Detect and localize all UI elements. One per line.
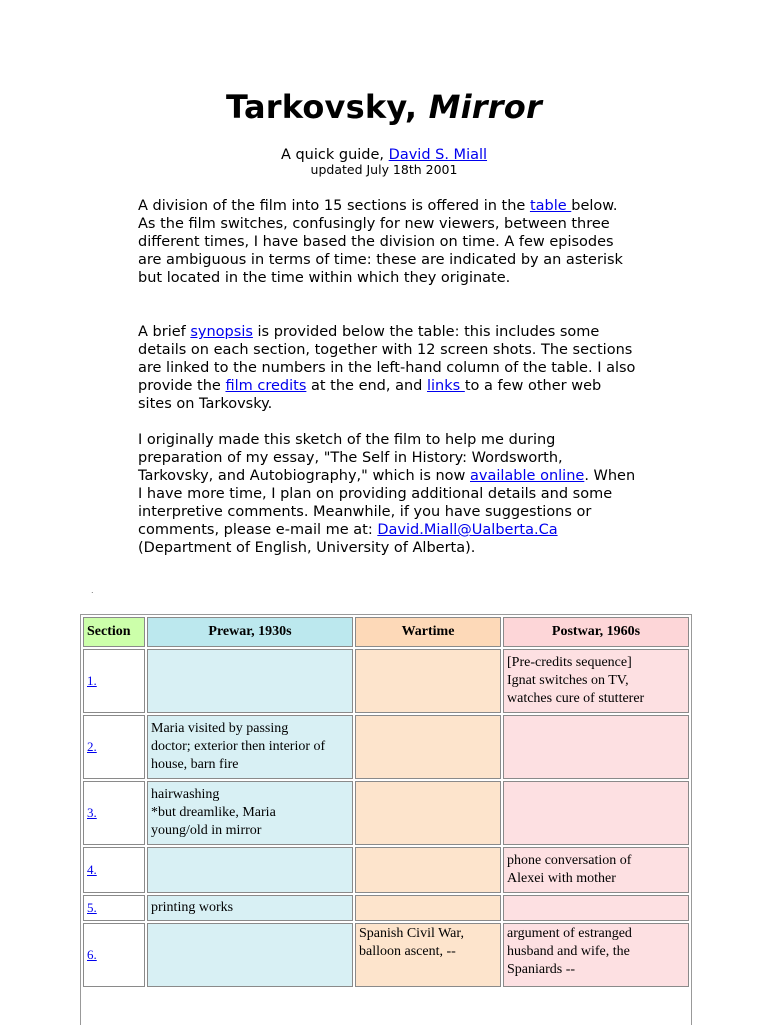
available-online-link[interactable]: available online xyxy=(470,468,585,484)
section-link[interactable]: 2. xyxy=(87,738,97,754)
postwar-cell-line: [Pre-credits sequence] xyxy=(507,655,632,670)
table-row xyxy=(83,923,689,987)
prewar-cell xyxy=(147,781,353,845)
prewar-cell xyxy=(147,895,353,921)
prewar-cell xyxy=(147,649,353,713)
postwar-cell xyxy=(503,649,689,713)
sections-table-container xyxy=(80,614,692,1025)
updated-date: updated July 18th 2001 xyxy=(310,162,458,177)
section-cell xyxy=(83,781,145,845)
wartime-cell-line: Spanish Civil War, xyxy=(359,926,464,941)
byline-prefix: A quick guide, xyxy=(280,147,389,163)
prewar-cell xyxy=(147,715,353,779)
table-row xyxy=(83,895,689,921)
section-link[interactable]: 1. xyxy=(87,672,97,688)
wartime-cell xyxy=(355,781,501,845)
header-postwar: Postwar, 1960s xyxy=(503,617,689,647)
para1-text-1: A division of the film into 15 sections is offered in the xyxy=(138,198,530,214)
prewar-cell-line: printing works xyxy=(151,900,234,915)
stray-dot: . xyxy=(91,586,94,595)
prewar-cell-line: young/old in mirror xyxy=(151,823,262,838)
para2-text-4: to a few other web sites on Tarkovsky. xyxy=(138,378,602,412)
section-cell xyxy=(83,847,145,893)
wartime-cell xyxy=(355,649,501,713)
table-row xyxy=(83,715,689,779)
intro-paragraph xyxy=(138,197,638,287)
wartime-cell xyxy=(355,895,501,921)
sections-table xyxy=(81,615,691,989)
postwar-cell-line: argument of estranged xyxy=(507,926,632,941)
postwar-cell xyxy=(503,847,689,893)
wartime-cell-line: balloon ascent, -- xyxy=(359,944,456,959)
prewar-cell-line: hairwashing xyxy=(151,787,220,802)
header-wartime: Wartime xyxy=(355,617,501,647)
postwar-cell-line: Ignat switches on TV, xyxy=(507,673,629,688)
prewar-cell-line: house, barn fire xyxy=(151,757,239,772)
section-link[interactable]: 5. xyxy=(87,899,97,915)
prewar-cell-line: *but dreamlike, Maria xyxy=(151,805,276,820)
email-link[interactable]: David.Miall@Ualberta.Ca xyxy=(377,522,558,538)
wartime-cell xyxy=(355,715,501,779)
prewar-cell xyxy=(147,847,353,893)
wartime-cell xyxy=(355,847,501,893)
author-link[interactable]: David S. Miall xyxy=(388,147,488,163)
table-row xyxy=(83,781,689,845)
table-row xyxy=(83,649,689,713)
para1-text-2: below. As the film switches, confusingly for new viewers, between three different times, I have based the division on time. A few episodes are ambiguous in terms of time: these are indicated by an asterisk but located in the time within which they originate. xyxy=(138,198,623,286)
section-cell xyxy=(83,923,145,987)
para3-text-2: . When I have more time, I plan on providing additional details and some interpretive comments. Meanwhile, if you have suggestions or comments, please e-mail me at: xyxy=(138,468,636,538)
para3-text-1: I originally made this sketch of the film to help me during preparation of my essay, "The Self in History: Wordsworth, Tarkovsky, and Autobiography," which is now xyxy=(138,432,563,484)
synopsis-link[interactable]: synopsis xyxy=(190,324,253,340)
wartime-cell xyxy=(355,923,501,987)
table-row xyxy=(83,847,689,893)
essay-paragraph xyxy=(138,431,638,557)
postwar-cell xyxy=(503,923,689,987)
para2-text-2: is provided below the table: this includes some details on each section, together with 12 screen shots. The sections are linked to the numbers in the left-hand column of the table. I also provide the xyxy=(138,324,636,394)
para2-text-3: at the end, and xyxy=(306,378,427,394)
section-link[interactable]: 4. xyxy=(87,861,97,877)
header-section: Section xyxy=(83,617,145,647)
postwar-cell-line: Alexei with mother xyxy=(507,871,616,886)
postwar-cell-line: husband and wife, the xyxy=(507,944,630,959)
section-link[interactable]: 3. xyxy=(87,804,97,820)
section-cell xyxy=(83,895,145,921)
postwar-cell xyxy=(503,715,689,779)
links-link[interactable]: links xyxy=(427,378,465,394)
postwar-cell xyxy=(503,895,689,921)
prewar-cell xyxy=(147,923,353,987)
section-link[interactable]: 6. xyxy=(87,946,97,962)
table-header-row xyxy=(83,617,689,647)
para3-text-3: (Department of English, University of Alberta). xyxy=(138,540,476,556)
table-body xyxy=(83,649,689,987)
table-link[interactable]: table xyxy=(529,198,572,214)
title-main: Tarkovsky, xyxy=(226,88,418,126)
prewar-cell-line: doctor; exterior then interior of xyxy=(151,739,326,754)
title-italic: Mirror xyxy=(428,88,542,126)
section-cell xyxy=(83,715,145,779)
prewar-cell-line: Maria visited by passing xyxy=(151,721,289,736)
section-cell xyxy=(83,649,145,713)
para2-text-1: A brief xyxy=(138,324,191,340)
header-prewar: Prewar, 1930s xyxy=(147,617,353,647)
synopsis-paragraph xyxy=(138,323,638,413)
film-credits-link[interactable]: film credits xyxy=(225,378,307,394)
postwar-cell xyxy=(503,781,689,845)
page-title xyxy=(0,88,768,126)
postwar-cell-line: phone conversation of xyxy=(507,853,632,868)
postwar-cell-line: Spaniards -- xyxy=(507,962,576,977)
postwar-cell-line: watches cure of stutterer xyxy=(507,691,645,706)
